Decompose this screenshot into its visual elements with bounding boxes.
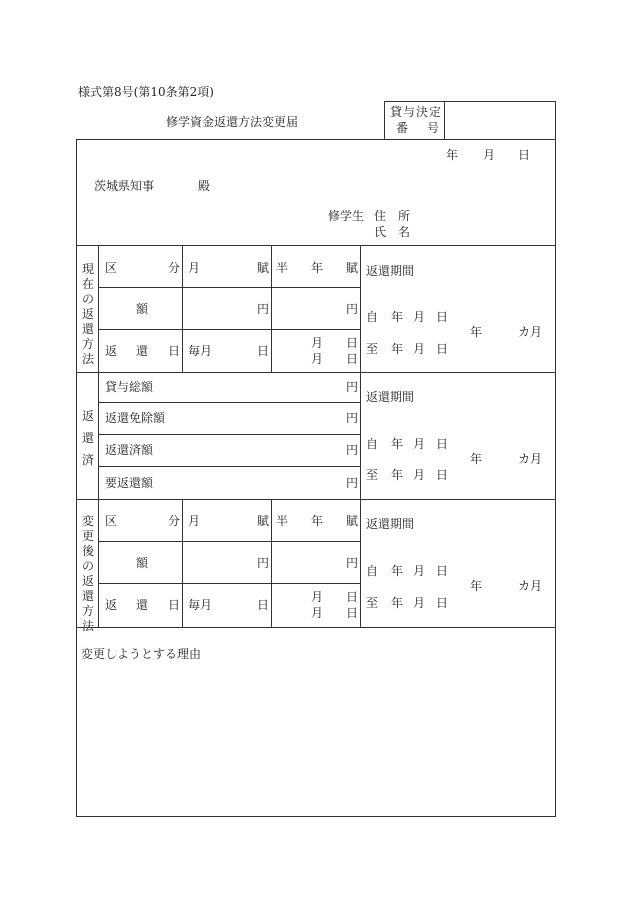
current-method-heading: 現在の返還方法 bbox=[81, 262, 94, 366]
bi-label: 日 bbox=[168, 598, 181, 612]
reason-field[interactable] bbox=[78, 666, 554, 814]
to-label: 至 bbox=[366, 468, 379, 482]
bun-label: 分 bbox=[168, 261, 181, 275]
period-label: 返還期間 bbox=[366, 390, 415, 404]
to-month: 月 bbox=[413, 342, 426, 356]
yen-unit: 円 bbox=[257, 302, 270, 316]
repaid-row-unit: 円 bbox=[346, 476, 359, 490]
duration-year: 年 bbox=[470, 452, 483, 466]
day-unit: 日 bbox=[346, 606, 359, 620]
maigetsu-label: 毎月 bbox=[188, 598, 213, 612]
day-unit: 日 bbox=[346, 336, 359, 350]
repaid-row-label: 貸与総額 bbox=[105, 380, 154, 394]
fu-label: 賦 bbox=[257, 514, 270, 528]
to-day: 日 bbox=[436, 342, 449, 356]
yen-unit: 円 bbox=[346, 302, 359, 316]
kan-label: 還 bbox=[136, 598, 149, 612]
form-title: 修学資金返還方法変更届 bbox=[166, 115, 299, 129]
changed-method-heading: 変更後の返還方法 bbox=[81, 514, 94, 633]
getsu-label: 月 bbox=[188, 261, 201, 275]
to-month: 月 bbox=[413, 468, 426, 482]
repaid-row-label: 返還免除額 bbox=[105, 411, 166, 425]
month-unit: 月 bbox=[311, 606, 324, 620]
form-number: 様式第8号(第10条第2項) bbox=[78, 85, 214, 99]
addressee-honorific: 殿 bbox=[198, 179, 211, 193]
getsu-label: 月 bbox=[188, 514, 201, 528]
day-unit: 日 bbox=[257, 598, 270, 612]
repaid-row-label: 要返還額 bbox=[105, 476, 154, 490]
student-role: 修学生 bbox=[328, 209, 365, 223]
from-label: 自 bbox=[366, 564, 379, 578]
to-label: 至 bbox=[366, 596, 379, 610]
to-month: 月 bbox=[413, 596, 426, 610]
from-year: 年 bbox=[391, 437, 404, 451]
repaid-row-unit: 円 bbox=[346, 443, 359, 457]
bun-label: 分 bbox=[168, 514, 181, 528]
date-day: 日 bbox=[518, 148, 531, 162]
date-month: 月 bbox=[483, 148, 496, 162]
duration-month: カ月 bbox=[518, 325, 543, 339]
to-day: 日 bbox=[436, 468, 449, 482]
from-day: 日 bbox=[436, 564, 449, 578]
loan-decision-number-field[interactable] bbox=[446, 103, 554, 137]
to-year: 年 bbox=[391, 342, 404, 356]
repaid-row-label: 返還済額 bbox=[105, 443, 154, 457]
from-label: 自 bbox=[366, 310, 379, 324]
gaku-label: 額 bbox=[136, 302, 149, 316]
yen-unit: 円 bbox=[346, 556, 359, 570]
duration-year: 年 bbox=[470, 325, 483, 339]
from-day: 日 bbox=[436, 437, 449, 451]
month-unit: 月 bbox=[311, 590, 324, 604]
day-unit: 日 bbox=[346, 352, 359, 366]
day-unit: 日 bbox=[257, 344, 270, 358]
to-year: 年 bbox=[391, 468, 404, 482]
nen-label: 年 bbox=[311, 514, 324, 528]
bi-label: 日 bbox=[168, 344, 181, 358]
duration-month: カ月 bbox=[518, 579, 543, 593]
duration-month: カ月 bbox=[518, 452, 543, 466]
from-year: 年 bbox=[391, 564, 404, 578]
period-label: 返還期間 bbox=[366, 264, 415, 278]
from-month: 月 bbox=[413, 437, 426, 451]
kubun-label: 区 bbox=[105, 261, 118, 275]
yen-unit: 円 bbox=[257, 556, 270, 570]
loan-decision-label: 貸与決定 bbox=[390, 105, 443, 119]
duration-year: 年 bbox=[470, 579, 483, 593]
han-label: 半 bbox=[276, 261, 289, 275]
from-label: 自 bbox=[366, 437, 379, 451]
day-unit: 日 bbox=[346, 590, 359, 604]
fu-label: 賦 bbox=[257, 261, 270, 275]
fu2-label: 賦 bbox=[346, 261, 359, 275]
hen-label: 返 bbox=[105, 598, 118, 612]
date-year: 年 bbox=[446, 148, 459, 162]
fu2-label: 賦 bbox=[346, 514, 359, 528]
repaid-heading: 済 bbox=[82, 453, 95, 467]
hen-label: 返 bbox=[105, 344, 118, 358]
gaku-label: 額 bbox=[136, 556, 149, 570]
from-month: 月 bbox=[413, 310, 426, 324]
addressee-name: 茨城県知事 bbox=[94, 179, 155, 193]
repaid-heading: 還 bbox=[82, 431, 95, 445]
period-label: 返還期間 bbox=[366, 517, 415, 531]
repaid-heading: 返 bbox=[82, 409, 95, 423]
loan-decision-go: 号 bbox=[427, 121, 440, 135]
repaid-row-unit: 円 bbox=[346, 411, 359, 425]
from-month: 月 bbox=[413, 564, 426, 578]
repaid-row-unit: 円 bbox=[346, 380, 359, 394]
address-label: 住 所 bbox=[374, 209, 411, 223]
from-year: 年 bbox=[391, 310, 404, 324]
nen-label: 年 bbox=[311, 261, 324, 275]
kubun-label: 区 bbox=[105, 514, 118, 528]
loan-decision-ban: 番 bbox=[396, 121, 409, 135]
month-unit: 月 bbox=[311, 336, 324, 350]
to-label: 至 bbox=[366, 342, 379, 356]
from-day: 日 bbox=[436, 310, 449, 324]
han-label: 半 bbox=[276, 514, 289, 528]
name-label: 氏 名 bbox=[374, 225, 411, 239]
kan-label: 還 bbox=[136, 344, 149, 358]
to-year: 年 bbox=[391, 596, 404, 610]
reason-label: 変更しようとする理由 bbox=[81, 647, 202, 661]
month-unit: 月 bbox=[311, 352, 324, 366]
to-day: 日 bbox=[436, 596, 449, 610]
maigetsu-label: 毎月 bbox=[188, 344, 213, 358]
